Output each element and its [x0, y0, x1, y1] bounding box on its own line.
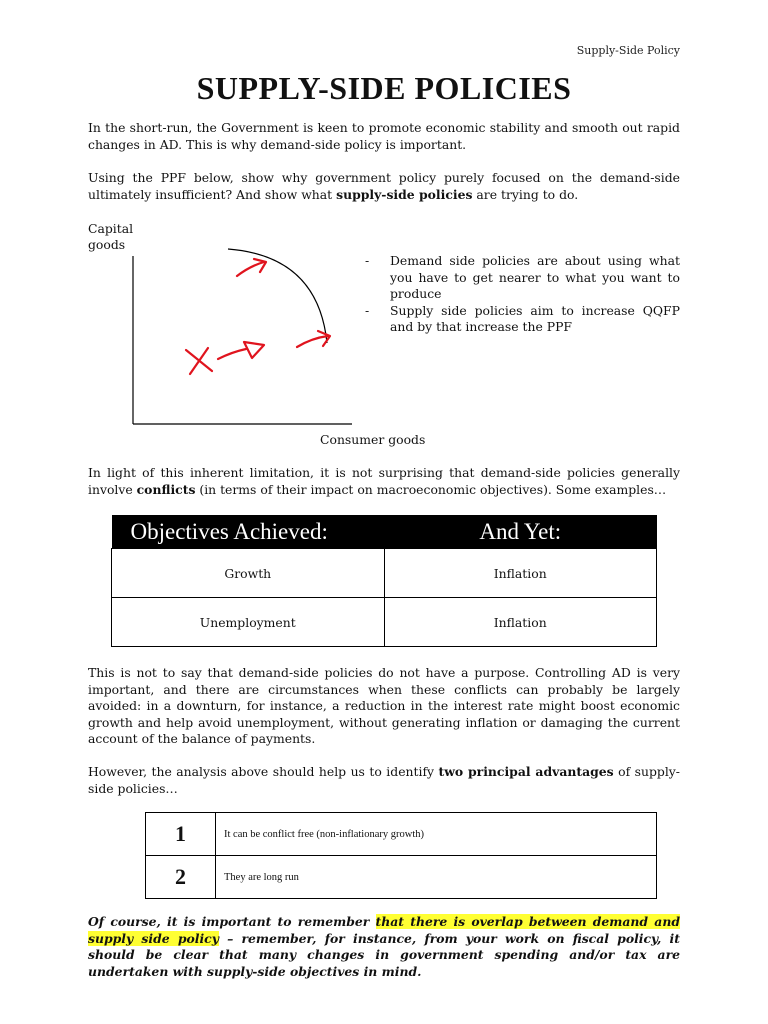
conflicts-paragraph [88, 465, 680, 498]
shift-arrow-upper [237, 259, 266, 276]
table-cell: Inflation [384, 549, 657, 598]
highlighted-text: that there is overlap between demand and supply side policy [88, 914, 680, 946]
closing-text-end: – remember, for instance, from your work on fiscal policy, it should be clear that many changes in government spending and/or tax are undertaken with supply-side objectives in mind. [88, 930, 680, 979]
running-header: Supply-Side Policy [576, 44, 680, 57]
shift-arrow-lower [297, 331, 330, 347]
closing-text: Of course, it is important to remember [88, 914, 376, 929]
table-cell: Growth [112, 549, 385, 598]
ppf-question-text-end: are trying to do. [472, 186, 579, 202]
x-mark [186, 348, 212, 374]
table-row [146, 856, 657, 899]
red-annotations [186, 259, 330, 374]
bullet-demand-side: - Demand side policies are about using what you have to get nearer to what you want to produce [365, 253, 680, 303]
bullet-supply-side: - Supply side policies aim to increase QQFP and by that increase the PPF [365, 303, 680, 336]
objectives-achieved-header: Objectives Achieved: [112, 515, 385, 549]
objectives-table-header [112, 515, 657, 549]
advantage-number: 1 [146, 813, 216, 856]
page-title: SUPPLY-SIDE POLICIES [196, 70, 572, 106]
table-cell: Unemployment [112, 598, 385, 647]
advantages-text-end: of supply-side policies… [88, 764, 680, 796]
table-cell: Inflation [384, 598, 657, 647]
intro-paragraph: In the short-run, the Government is keen to promote economic stability and smooth out rapid changes in AD. This is why demand-side policy is important. [88, 120, 680, 152]
closing-paragraph [88, 914, 680, 980]
ppf-question-text: Using the PPF below, show why government policy purely focused on the demand-side ultimately insufficient? And show what [88, 170, 680, 202]
table-row [146, 813, 657, 856]
purpose-paragraph: This is not to say that demand-side policies do not have a purpose. Controlling AD is very important, and there are circumstances when these conflicts can probably be largely avoided: in a downturn, for instance, a reduction in the interest rate might boost economic growth and help avoid unemployment, without generating inflation or damaging the current account of the balance of payments. [88, 665, 680, 746]
and-yet-header: And Yet: [384, 515, 657, 549]
advantages-table [145, 812, 657, 899]
advantage-text: It can be conflict free (non-inflationary growth) [216, 813, 657, 856]
y-axis-label-line2: goods [88, 237, 126, 252]
ppf-curve [228, 249, 327, 343]
table-row [112, 549, 657, 598]
x-axis-label: Consumer goods [320, 432, 426, 447]
advantage-text: They are long run [216, 856, 657, 899]
supply-side-policies-bold: supply-side policies [336, 186, 473, 202]
advantages-paragraph [88, 764, 680, 797]
table-row [112, 598, 657, 647]
ppf-explanation-bullets [365, 253, 680, 336]
y-axis-label-line1: Capital [88, 221, 134, 236]
objectives-table [111, 515, 657, 647]
advantage-number: 2 [146, 856, 216, 899]
conflicts-bold: conflicts [136, 481, 196, 497]
arrow-to-curve [218, 349, 246, 359]
advantages-text: However, the analysis above should help us to identify [88, 764, 439, 779]
conflicts-text-end: (in terms of their impact on macroeconomic objectives). Some examples… [195, 481, 667, 497]
two-principal-advantages-bold: two principal advantages [438, 764, 614, 779]
conflicts-text: In light of this inherent limitation, it is not surprising that demand-side policies generally involve [88, 465, 680, 497]
arrow-triangle-head [244, 342, 264, 358]
